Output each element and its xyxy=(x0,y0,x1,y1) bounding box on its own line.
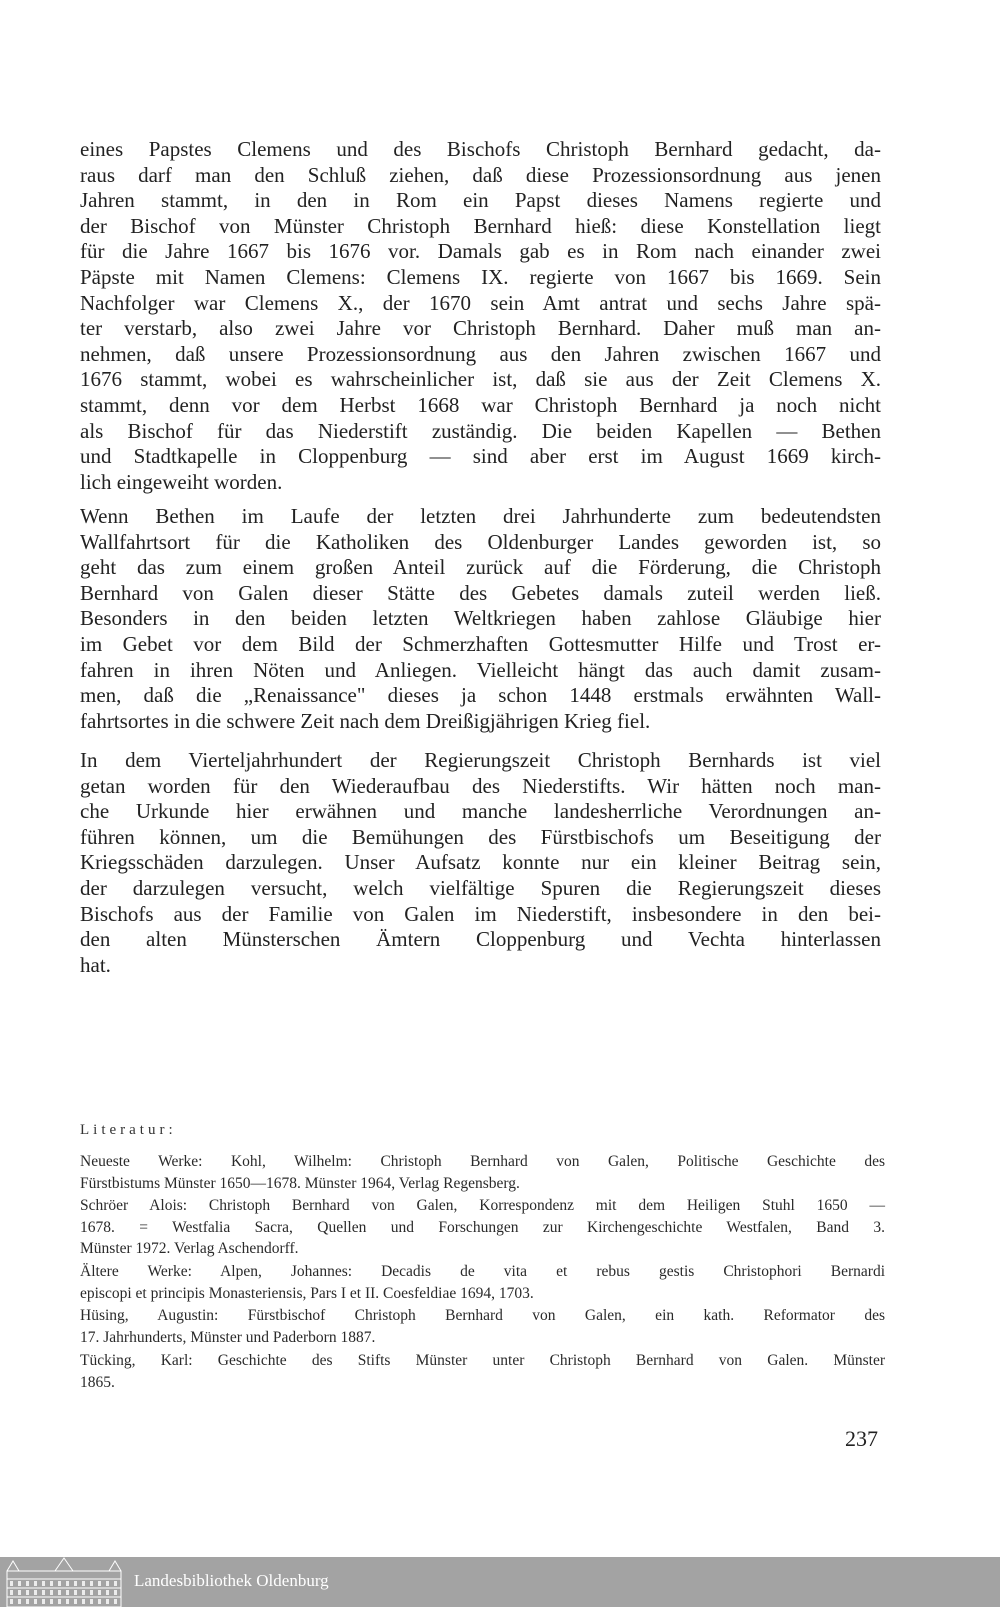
literature-heading: Literatur: xyxy=(80,1122,177,1138)
window-mark xyxy=(66,1581,69,1586)
text-line: 1865. xyxy=(80,1373,115,1391)
text-line: und Stadtkapelle in Cloppenburg — sind aber erst im August 1669 kirch- xyxy=(80,444,881,469)
text-line: episcopi et principis Monasteriensis, Pars I et II. Coesfeldiae 1694, 1703. xyxy=(80,1284,534,1302)
text-line: hat. xyxy=(80,952,111,977)
text-line: Jahren stammt, in den in Rom ein Papst dieses Namens regierte und xyxy=(80,188,881,213)
text-line: geht das zum einem großen Anteil zurück auf die Förderung, die Christoph xyxy=(80,555,881,580)
text-line: lich eingeweiht worden. xyxy=(80,469,283,494)
window-mark xyxy=(34,1581,37,1586)
window-mark xyxy=(50,1581,53,1586)
window-mark xyxy=(66,1599,69,1604)
text-line: che Urkunde hier erwähnen und manche landesherrliche Verordnungen an- xyxy=(80,799,881,824)
reference-2 xyxy=(80,1195,885,1260)
window-mark xyxy=(74,1599,77,1604)
paragraph-1 xyxy=(80,137,881,495)
page-number: 237 xyxy=(845,1426,878,1451)
paragraph-2 xyxy=(80,504,881,734)
text-line: Wallfahrtsort für die Katholiken des Oldenburger Landes geworden ist, so xyxy=(80,529,881,554)
window-mark xyxy=(10,1599,13,1604)
window-mark xyxy=(10,1590,13,1595)
window-mark xyxy=(58,1599,61,1604)
text-line: Bernhard von Galen dieser Stätte des Gebetes damals zuteil werden ließ. xyxy=(80,580,881,605)
text-line: Schröer Alois: Christoph Bernhard von Galen, Korrespondenz mit dem Heiligen Stuhl 1650 — xyxy=(80,1197,885,1214)
window-mark xyxy=(98,1590,101,1595)
window-mark xyxy=(106,1590,109,1595)
text-line: Neueste Werke: Kohl, Wilhelm: Christoph Bernhard von Galen, Politische Geschichte des xyxy=(80,1153,885,1170)
window-mark xyxy=(82,1590,85,1595)
text-line: Besonders in den beiden letzten Weltkriegen haben zahlose Gläubige hier xyxy=(80,606,881,631)
window-mark xyxy=(26,1599,29,1604)
text-line: 17. Jahrhunderts, Münster und Paderborn 1887. xyxy=(80,1328,376,1346)
text-line: raus darf man den Schluß ziehen, daß diese Prozessionsordnung aus jenen xyxy=(80,162,881,187)
text-line: fahren in ihren Nöten und Anliegen. Vielleicht hängt das auch damit zusam- xyxy=(80,657,881,682)
reference-5 xyxy=(80,1350,885,1393)
window-mark xyxy=(106,1581,109,1586)
text-line: fahrtsortes in die schwere Zeit nach dem Dreißigjährigen Krieg fiel. xyxy=(80,708,651,733)
window-mark xyxy=(58,1590,61,1595)
reference-3 xyxy=(80,1261,885,1304)
window-mark xyxy=(90,1590,93,1595)
text-line: für die Jahre 1667 bis 1676 vor. Damals gab es in Rom nach einander zwei xyxy=(80,239,881,264)
text-line: den alten Münsterschen Ämtern Cloppenburg und Vechta hinterlassen xyxy=(80,927,881,952)
window-mark xyxy=(42,1590,45,1595)
text-line: führen können, um die Bemühungen des Fürstbischofs um Beseitigung der xyxy=(80,824,881,849)
window-mark xyxy=(26,1581,29,1586)
window-mark xyxy=(98,1581,101,1586)
text-line: Fürstbistums Münster 1650—1678. Münster 1964, Verlag Regensberg. xyxy=(80,1174,520,1192)
text-line: men, daß die „Renaissance" dieses ja schon 1448 erstmals erwähnten Wall- xyxy=(80,683,881,708)
text-line: 1676 stammt, wobei es wahrscheinlicher ist, daß sie aus der Zeit Clemens X. xyxy=(80,367,881,392)
paragraph-3 xyxy=(80,748,881,978)
text-line: im Gebet vor dem Bild der Schmerzhaften Gottesmutter Hilfe und Trost er- xyxy=(80,631,881,656)
text-line: 1678. = Westfalia Sacra, Quellen und Forschungen zur Kirchengeschichte Westfalen, Band 3. xyxy=(80,1218,885,1236)
text-line: Päpste mit Namen Clemens: Clemens IX. regierte von 1667 bis 1669. Sein xyxy=(80,264,881,289)
text-line: als Bischof für das Niederstift zuständig. Die beiden Kapellen — Bethen xyxy=(80,418,881,443)
reference-4 xyxy=(80,1305,885,1348)
text-line: Bischofs aus der Familie von Galen im Niederstift, insbesondere in den bei- xyxy=(80,901,881,926)
window-mark xyxy=(34,1590,37,1595)
window-mark xyxy=(106,1599,109,1604)
window-mark xyxy=(90,1599,93,1604)
text-line: In dem Vierteljahrhundert der Regierungszeit Christoph Bernhards ist viel xyxy=(80,748,881,772)
window-mark xyxy=(74,1581,77,1586)
window-mark xyxy=(58,1581,61,1586)
window-mark xyxy=(114,1590,117,1595)
window-mark xyxy=(42,1599,45,1604)
text-line: der Bischof von Münster Christoph Bernhard hieß: diese Konstellation liegt xyxy=(80,213,881,238)
text-line: der darzulegen versucht, welch vielfältige Spuren die Regierungszeit dieses xyxy=(80,875,881,900)
window-mark xyxy=(42,1581,45,1586)
text-line: getan worden für den Wiederaufbau des Niederstifts. Wir hätten noch man- xyxy=(80,773,881,798)
text-line: eines Papstes Clemens und des Bischofs Christoph Bernhard gedacht, da- xyxy=(80,137,881,161)
window-mark xyxy=(18,1590,21,1595)
reference-1 xyxy=(80,1151,885,1194)
text-line: Hüsing, Augustin: Fürstbischof Christoph Bernhard von Galen, ein kath. Reformator des xyxy=(80,1307,885,1324)
window-mark xyxy=(114,1581,117,1586)
text-line: Münster 1972. Verlag Aschendorff. xyxy=(80,1240,299,1257)
text-line: stammt, denn vor dem Herbst 1668 war Christoph Bernhard ja noch nicht xyxy=(80,392,881,417)
window-mark xyxy=(90,1581,93,1586)
text-line: Wenn Bethen im Laufe der letzten drei Jahrhunderte zum bedeutendsten xyxy=(80,504,881,528)
window-mark xyxy=(50,1599,53,1604)
text-line: ter verstarb, also zwei Jahre vor Christoph Bernhard. Daher muß man an- xyxy=(80,316,881,341)
window-mark xyxy=(114,1599,117,1604)
text-line: Nachfolger war Clemens X., der 1670 sein Amt antrat und sechs Jahre spä- xyxy=(80,290,881,315)
text-line: nehmen, daß unsere Prozessionsordnung aus den Jahren zwischen 1667 und xyxy=(80,341,881,366)
window-mark xyxy=(82,1599,85,1604)
window-mark xyxy=(34,1599,37,1604)
window-mark xyxy=(66,1590,69,1595)
library-building-icon xyxy=(5,1557,123,1607)
window-mark xyxy=(26,1590,29,1595)
window-mark xyxy=(98,1599,101,1604)
text-line: Kriegsschäden darzulegen. Unser Aufsatz konnte nur ein kleiner Beitrag sein, xyxy=(80,850,881,875)
window-mark xyxy=(10,1581,13,1586)
text-line: Ältere Werke: Alpen, Johannes: Decadis de vita et rebus gestis Christophori Bernardi xyxy=(80,1263,885,1280)
footer-bar xyxy=(0,1557,1000,1607)
text-line: Tücking, Karl: Geschichte des Stifts Münster unter Christoph Bernhard von Galen. Münster xyxy=(80,1352,885,1369)
library-name: Landesbibliothek Oldenburg xyxy=(134,1571,329,1590)
window-mark xyxy=(18,1599,21,1604)
window-mark xyxy=(74,1590,77,1595)
window-mark xyxy=(82,1581,85,1586)
window-mark xyxy=(50,1590,53,1595)
window-mark xyxy=(18,1581,21,1586)
